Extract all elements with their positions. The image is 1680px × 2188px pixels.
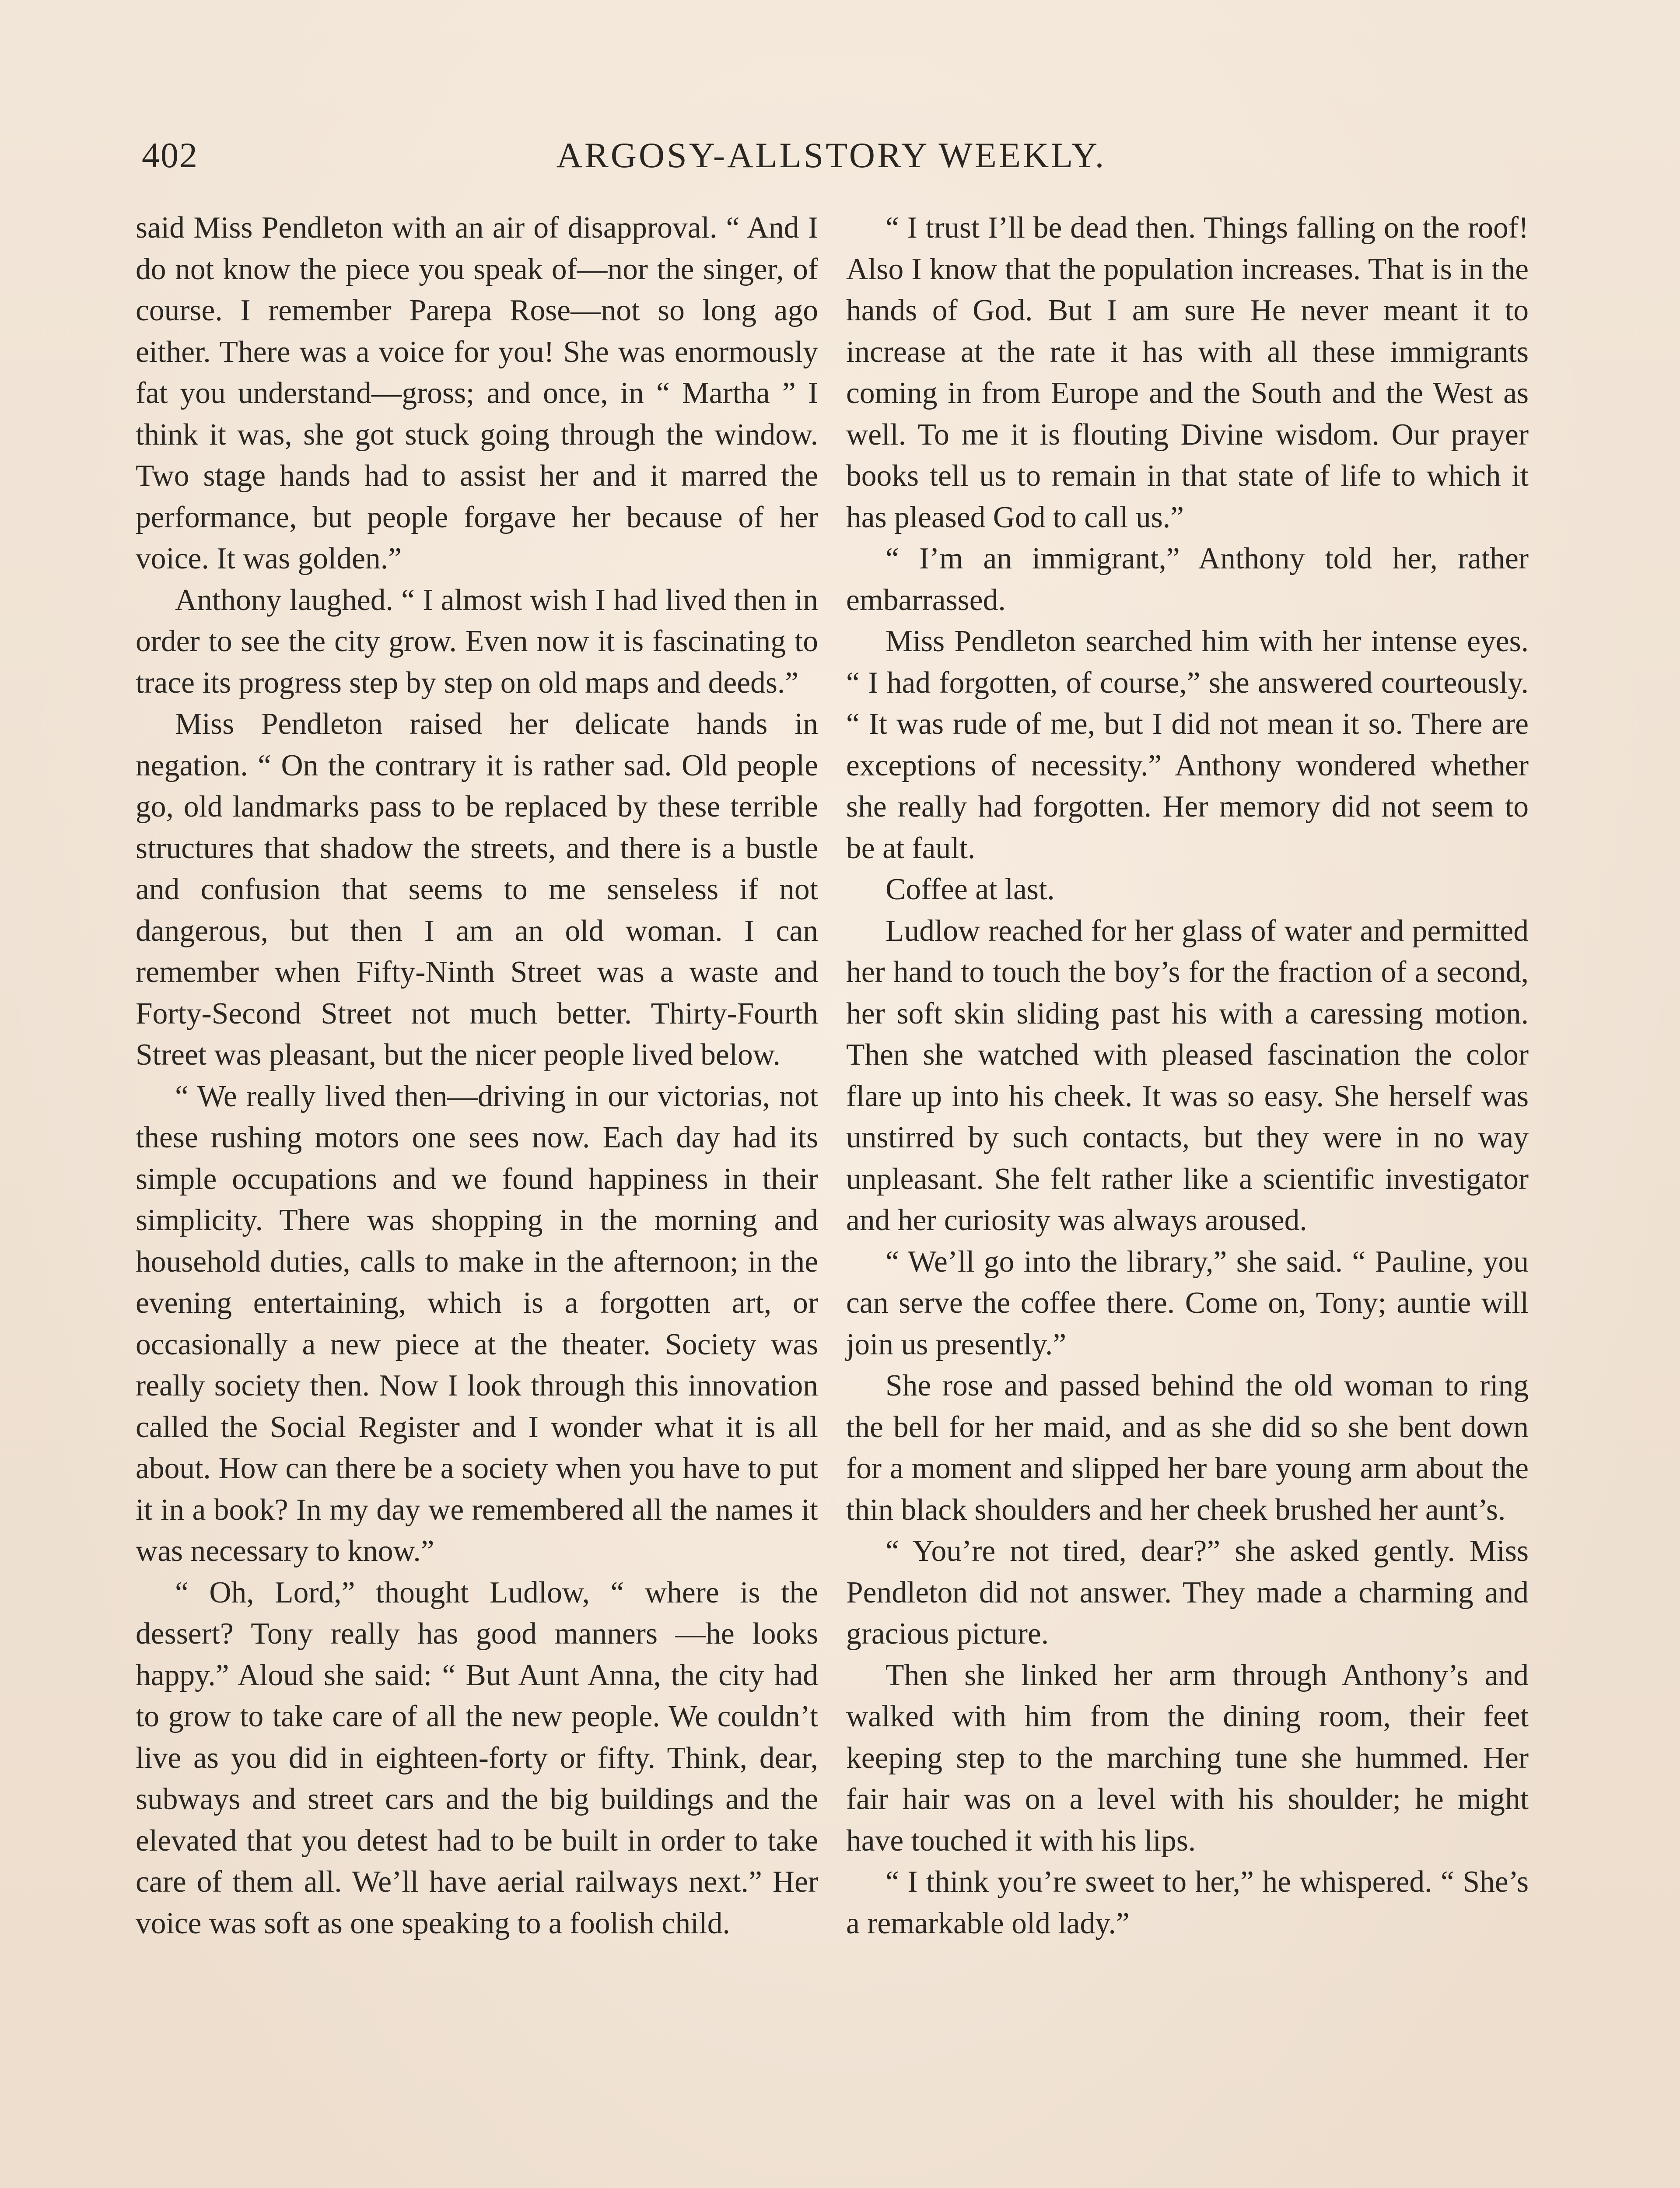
right-column <box>846 207 1529 1944</box>
paragraph: said Miss Pendleton with an air of disapproval. “ And I do not know the piece you speak of—nor the singer, of course. I remember Parepa Rose—not so long ago either. There was a voice for you! She was enormously fat you understand—gross; and once, in “ Martha ” I think it was, she got stuck going through the window. Two stage hands had to assist her and it marred the performance, but people forgave her because of her voice. It was golden.” <box>136 211 818 575</box>
paragraph: “ Oh, Lord,” thought Ludlow, “ where is the dessert? Tony really has good manners —he looks happy.” Aloud she said: “ But Aunt Anna, the city had to grow to take care of all the new people. We couldn’t live as you did in eighteen-forty or fifty. Think, dear, subways and street cars and the big buildings and the elevated that you detest had to be built in order to take care of them all. We’ll have aerial railways next.” Her voice was soft as one speaking to a foolish child. <box>136 1575 818 1940</box>
paragraph: Then she linked her arm through Anthony’s and walked with him from the dining room, their feet keeping step to the marching tune she hummed. Her fair hair was on a level with his shoulder; he might have touched it with his lips. <box>846 1658 1529 1858</box>
paragraph: “ You’re not tired, dear?” she asked gently. Miss Pendleton did not answer. They made a charming and gracious picture. <box>846 1534 1529 1651</box>
paragraph: “ I’m an immigrant,” Anthony told her, rather embarrassed. <box>846 542 1529 617</box>
paragraph: “ I trust I’ll be dead then. Things falling on the roof! Also I know that the population increases. That is in the hands of God. But I am sure He never meant it to increase at the rate it has with all these immigrants coming in from Europe and the South and the West as well. To me it is flouting Divine wisdom. Our prayer books tell us to remain in that state of life to which it has pleased God to call us.” <box>846 211 1529 534</box>
paragraph: Anthony laughed. “ I almost wish I had lived then in order to see the city grow. Even now it is fascinating to trace its progress step by step on old maps and deeds.” <box>136 583 818 700</box>
paragraph: Miss Pendleton searched him with her intense eyes. “ I had forgotten, of course,” she answered courteously. “ It was rude of me, but I did not mean it so. There are exceptions of necessity.” Anthony wondered whether she really had forgotten. Her memory did not seem to be at fault. <box>846 624 1529 865</box>
page-header <box>131 131 1531 184</box>
paragraph: Coffee at last. <box>886 873 1055 906</box>
paragraph: She rose and passed behind the old woman to ring the bell for her maid, and as she did so she bent down for a moment and slipped her bare young arm about the thin black shoulders and her cheek brushed her aunt’s. <box>846 1369 1529 1527</box>
running-head: ARGOSY-ALLSTORY WEEKLY. <box>556 135 1106 175</box>
page-number: 402 <box>142 135 198 175</box>
left-column <box>136 207 818 1944</box>
paragraph: “ We really lived then—driving in our victorias, not these rushing motors one sees now. Each day had its simple occupations and we found happiness in their simplicity. There was shopping in the morning and household duties, calls to make in the afternoon; in the evening entertaining, which is a forgotten art, or occasionally a new piece at the theater. Society was really society then. Now I look through this innovation called the Social Register and I wonder what it is all about. How can there be a society when you have to put it in a book? In my day we remembered all the names it was necessary to know.” <box>136 1079 818 1568</box>
paragraph: Miss Pendleton raised her delicate hands in negation. “ On the contrary it is rather sad. Old people go, old landmarks pass to be replaced by these terrible structures that shadow the streets, and there is a bustle and confusion that seems to me senseless if not dangerous, but then I am an old woman. I can remember when Fifty-Ninth Street was a waste and Forty-Second Street not much better. Thirty-Fourth Street was pleasant, but the nicer people lived below. <box>136 707 818 1072</box>
paragraph: “ I think you’re sweet to her,” he whispered. “ She’s a remarkable old lady.” <box>846 1865 1529 1940</box>
paragraph: Ludlow reached for her glass of water and permitted her hand to touch the boy’s for the fraction of a second, her soft skin sliding past his with a caressing motion. Then she watched with pleased fascination the color flare up into his cheek. It was so easy. She herself was unstirred by such contacts, but they were in no way unpleasant. She felt rather like a scientific investigator and her curiosity was always aroused. <box>846 914 1529 1237</box>
paragraph: “ We’ll go into the library,” she said. “ Pauline, you can serve the coffee there. Come on, Tony; auntie will join us presently.” <box>846 1245 1529 1361</box>
